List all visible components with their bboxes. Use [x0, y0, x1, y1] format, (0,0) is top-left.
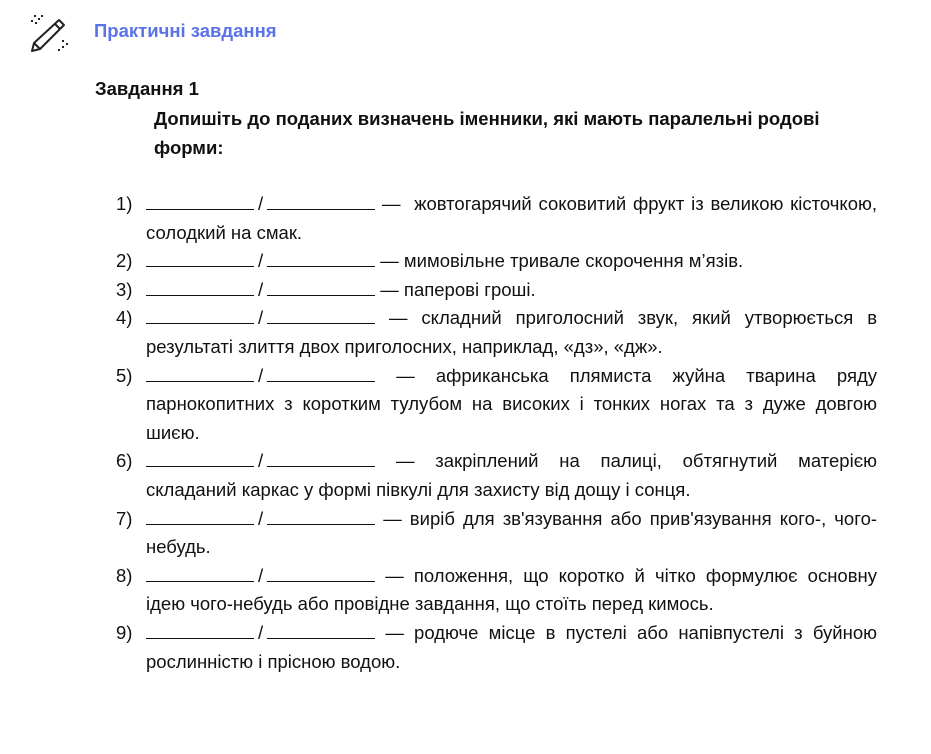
list-item: [0, 362, 877, 448]
answer-blank[interactable]: [146, 507, 254, 525]
exercise-list: [0, 190, 931, 676]
answer-blank[interactable]: [146, 192, 254, 210]
dash: —: [380, 250, 399, 272]
answer-blank[interactable]: [267, 249, 375, 267]
list-item: [0, 247, 877, 276]
list-item: [0, 276, 877, 305]
list-item: [0, 447, 877, 504]
answer-blank[interactable]: [267, 621, 375, 639]
answer-blank[interactable]: [267, 306, 375, 324]
dash: —: [385, 621, 404, 643]
definition-text: родюче місце в пустелі або напівпустелі з буйною рослинністю і прісною водою.: [146, 621, 877, 672]
list-item: [0, 505, 877, 562]
separator: /: [258, 193, 264, 214]
definition-text: паперові гроші.: [403, 278, 536, 300]
item-number: 3): [116, 278, 133, 300]
item-number: 8): [116, 564, 133, 586]
section-title: Практичні завдання: [94, 20, 277, 41]
answer-blank[interactable]: [146, 249, 254, 267]
answer-blank[interactable]: [267, 449, 375, 467]
dash: —: [389, 307, 408, 329]
item-number: 2): [116, 250, 133, 272]
separator: /: [258, 307, 264, 329]
item-number: 7): [116, 507, 133, 529]
list-item: [0, 562, 877, 619]
separator: /: [258, 450, 264, 472]
separator: /: [258, 364, 264, 386]
dash: —: [383, 507, 402, 529]
answer-blank[interactable]: [267, 278, 375, 296]
definition-text: складний приголосний звук, який утворюється в результаті злиття двох приголосних, наприклад, «дз», «дж».: [146, 307, 878, 357]
task-title: Завдання 1: [95, 78, 199, 99]
definition-text: жовтогарячий соковитий фрукт із великою кісточкою, солодкий на смак.: [146, 193, 878, 243]
definition-text: положення, що коротко й чітко формулює основну ідею чого-небудь або провідне завдання, що стоїть перед кимось.: [146, 564, 878, 615]
definition-text: мимовільне тривале скорочення м’язів.: [403, 250, 744, 272]
task-instruction: Допишіть до поданих визначень іменники, які мають паралельні родові форми:: [154, 108, 820, 158]
answer-blank[interactable]: [146, 364, 254, 382]
dash: —: [396, 364, 415, 386]
dash: —: [395, 450, 415, 472]
definition-text: закріплений на палиці, обтягнутий матерією складаний каркас у формі півкулі для захисту від дощу і сонця.: [146, 450, 878, 500]
separator: /: [258, 250, 264, 272]
answer-blank[interactable]: [267, 192, 375, 210]
magic-pencil-icon: [26, 14, 70, 54]
dash: —: [380, 278, 399, 300]
item-number: 1): [116, 193, 133, 214]
item-number: 9): [116, 621, 133, 643]
separator: /: [258, 278, 264, 300]
answer-blank[interactable]: [146, 306, 254, 324]
answer-blank[interactable]: [146, 564, 254, 582]
definition-text: виріб для зв'язування або прив'язування кого-, чого-небудь.: [146, 507, 878, 558]
dash: —: [385, 564, 404, 586]
list-item: [0, 304, 877, 361]
answer-blank[interactable]: [267, 364, 375, 382]
separator: /: [258, 621, 264, 643]
list-item: [0, 619, 877, 676]
dash: —: [381, 193, 401, 214]
item-number: 5): [116, 364, 133, 386]
section-header: [26, 14, 70, 54]
list-item: [0, 190, 877, 247]
item-number: 4): [116, 307, 133, 329]
definition-text: африканська плямиста жуйна тварина ряду парнокопитних з коротким тулубом на високих і тонких ногах та з дуже довгою шиєю.: [146, 364, 878, 443]
separator: /: [258, 564, 264, 586]
answer-blank[interactable]: [146, 621, 254, 639]
answer-blank[interactable]: [267, 564, 375, 582]
separator: /: [258, 507, 264, 529]
answer-blank[interactable]: [146, 449, 254, 467]
answer-blank[interactable]: [267, 507, 375, 525]
item-number: 6): [116, 450, 133, 472]
answer-blank[interactable]: [146, 278, 254, 296]
